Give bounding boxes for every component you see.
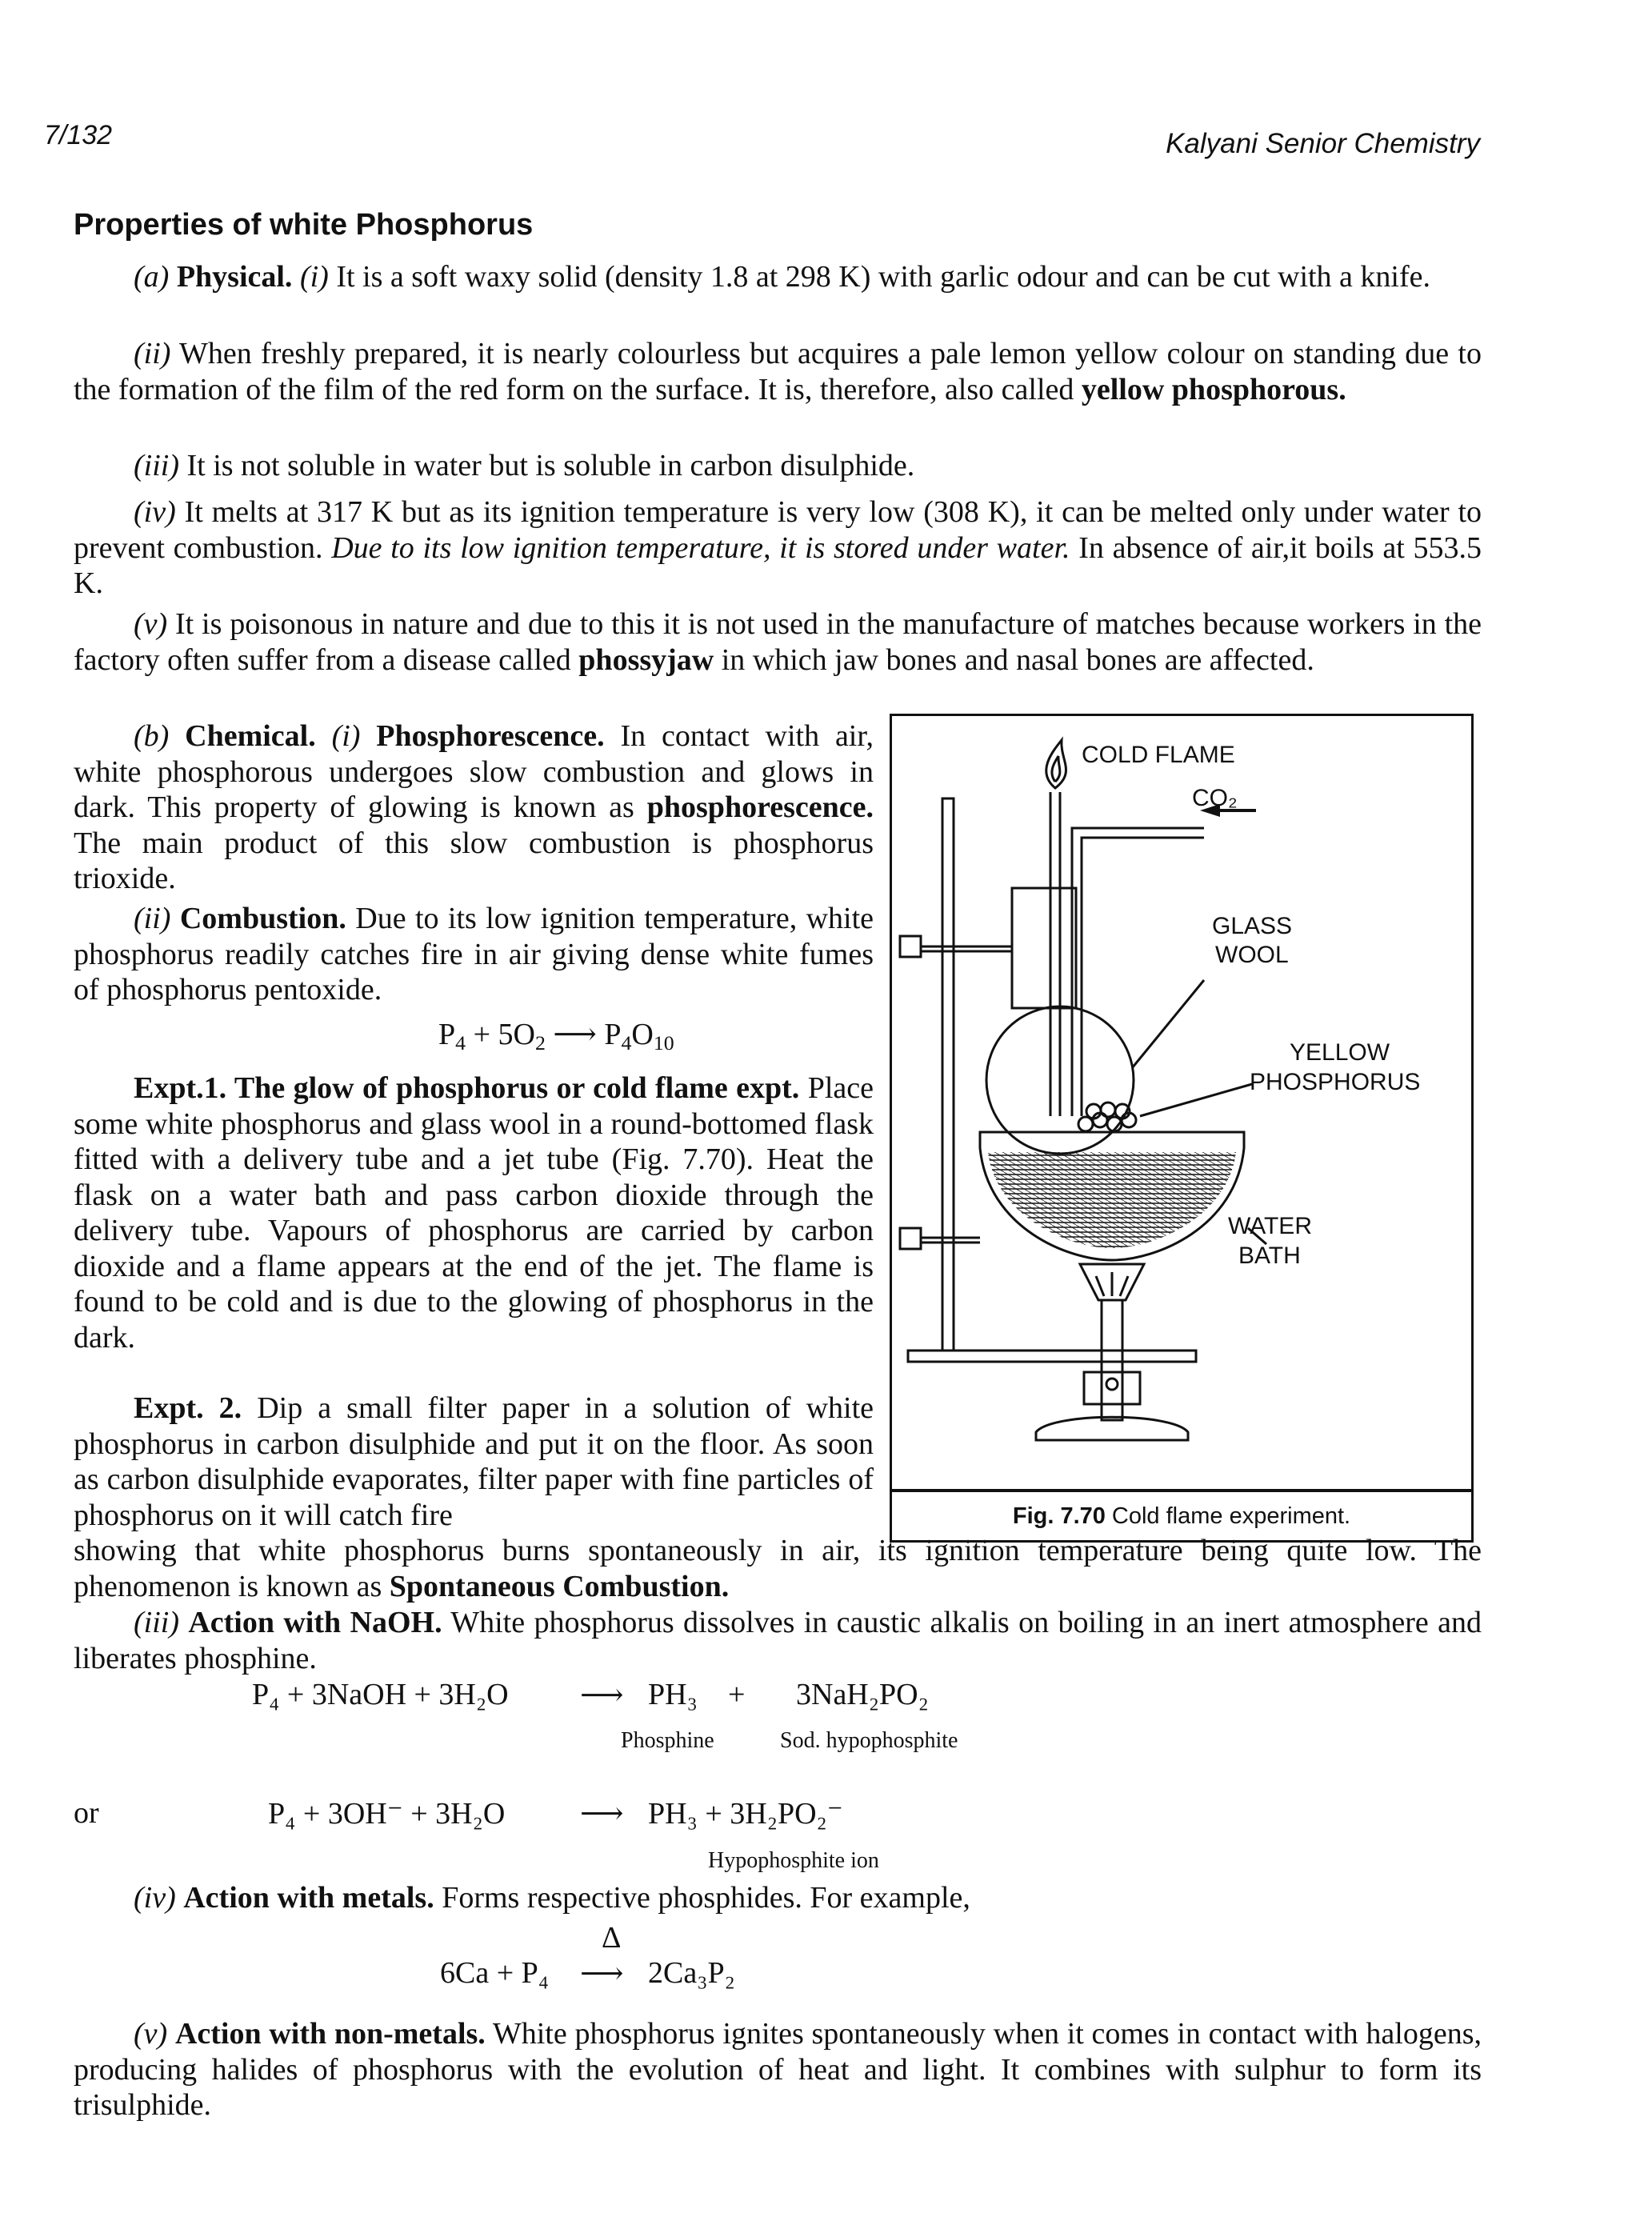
stand-rod bbox=[942, 798, 954, 1351]
burner-valve bbox=[1084, 1372, 1140, 1404]
equation-ionic-arrow: ⟶ bbox=[580, 1797, 624, 1831]
equation-naoh-lhs: P₄ + 3NaOH + 3H₂O bbox=[252, 1678, 509, 1711]
physical-paragraph-1: (a) Physical. (i) It is a soft waxy solid (density 1.8 at 298 K) with garlic odour and can be cut with a knife. bbox=[134, 260, 1430, 294]
experiment-2-paragraph: Expt. 2. Dip a small filter paper in a solution of white phosphorus in carbon disulphide and put it on the floor. As soon as carbon disulphide evaporates, filter paper with fine particles of phosphorus on it will catch fire bbox=[74, 1391, 874, 1532]
cold-flame-apparatus-diagram bbox=[892, 716, 1471, 1489]
physical-paragraph-5: (v) It is poisonous in nature and due to this it is not used in the manufacture of matches because workers in the factory often suffer from a disease called phossyjaw in which jaw bones and nasal bones are affected. bbox=[74, 607, 1482, 677]
delta-symbol: Δ bbox=[602, 1921, 622, 1955]
label-wool: WOOL bbox=[1215, 942, 1289, 968]
figure-caption-number: Fig. 7.70 bbox=[1012, 1503, 1106, 1529]
section-title: Properties of white Phosphorus bbox=[74, 208, 534, 242]
equation-ionic-lhs: P₄ + 3OH⁻ + 3H₂O bbox=[268, 1797, 506, 1831]
experiment-1-paragraph: Expt.1. The glow of phosphorus or cold flame expt. Place some white phosphorus and glass wool in a round-bottomed flask fitted with a delivery tube and a jet tube (Fig. 7.70). Heat the flask on a water bath and pass carbon dioxide through the delivery tube. Vapours of phosphorus are carried by carbon dioxide and a flame appears at the end of the jet. The flame is found to be cold and is due to the glowing of phosphorus in the dark. bbox=[74, 1071, 874, 1355]
physical-paragraph-3: (iii) It is not soluble in water but is soluble in carbon disulphide. bbox=[134, 449, 915, 482]
label-glass: GLASS bbox=[1212, 913, 1293, 939]
equation-metal-lhs: 6Ca + P₄ bbox=[440, 1956, 550, 1990]
figure-caption bbox=[890, 1490, 1474, 1543]
chemical-paragraph-2: (ii) Combustion. Due to its low ignition temperature, white phosphorus readily catches fire in air giving dense white fumes of phosphorus pentoxide. bbox=[74, 902, 874, 1006]
naoh-paragraph: (iii) Action with NaOH. White phosphorus dissolves in caustic alkalis on boiling in an inert atmosphere and liberates phosphine. bbox=[74, 1606, 1482, 1675]
label-hypophosphite-ion: Hypophosphite ion bbox=[708, 1848, 879, 1873]
equation-combustion: $P_4 + 5O_2$ ⟶ $P_4O_{10}$ bbox=[438, 1018, 674, 1055]
label-yellow: YELLOW bbox=[1290, 1039, 1390, 1066]
label-water: WATER bbox=[1228, 1213, 1312, 1239]
lower-clamp bbox=[900, 1228, 921, 1249]
stand-base bbox=[908, 1351, 1196, 1362]
equation-naoh-product-2: 3NaH₂PO₂ bbox=[796, 1678, 929, 1711]
label-sodium-hypophosphite: Sod. hypophosphite bbox=[780, 1728, 958, 1753]
flask-neck bbox=[1012, 888, 1076, 1008]
label-bath: BATH bbox=[1238, 1243, 1301, 1269]
equation-metal-rhs: 2Ca₃P₂ bbox=[648, 1956, 735, 1990]
upper-clamp bbox=[900, 936, 921, 957]
chemical-paragraph-1: (b) Chemical. (i) Phosphorescence. In contact with air, white phosphorous undergoes slow combustion and glows in dark. This property of glowing is known as phosphorescence. The main product of this slow combustion is phosphorus trioxide. bbox=[74, 719, 874, 895]
label-phosphorus: PHOSPHORUS bbox=[1250, 1069, 1421, 1095]
equation-metal-arrow: ⟶ bbox=[580, 1957, 624, 1991]
equation-naoh-arrow: ⟶ bbox=[580, 1679, 624, 1712]
metals-paragraph: (iv) Action with metals. Forms respective phosphides. For example, bbox=[134, 1881, 970, 1915]
burner-tube bbox=[1102, 1300, 1122, 1420]
physical-paragraph-4: (iv) It melts at 317 K but as its ignition temperature is very low (308 K), it can be melted only under water to prevent combustion. Due to its low ignition temperature, it is stored under water. In absence of air,it boils at 553.5 K. bbox=[74, 495, 1482, 600]
equation-naoh-plus: + bbox=[728, 1678, 746, 1711]
delivery-tube bbox=[1072, 828, 1204, 1116]
figure-caption-text: Cold flame experiment. bbox=[1111, 1503, 1351, 1529]
or-text: or bbox=[74, 1796, 99, 1830]
physical-paragraph-2: (ii) When freshly prepared, it is nearly colourless but acquires a pale lemon yellow colour on standing due to the formation of the film of the red form on the surface. It is, therefore, also called yellow phosphorous. bbox=[74, 337, 1482, 406]
experiment-2-continuation: showing that white phosphorus burns spontaneously in air, its ignition temperature being quite low. The phenomenon is known as Spontaneous Combustion. bbox=[74, 1534, 1482, 1603]
equation-ionic-rhs: PH₃ + 3H₂PO₂⁻ bbox=[648, 1797, 843, 1831]
equation-naoh-product-1: PH₃ bbox=[648, 1678, 698, 1711]
label-cold-flame: COLD FLAME bbox=[1082, 742, 1235, 768]
figure-cold-flame bbox=[890, 714, 1474, 1491]
non-metals-paragraph: (v) Action with non-metals. White phosphorus ignites spontaneously when it comes in contact with halogens, producing halides of phosphorus with the evolution of heat and light. It combines with sulphur to form its trisulphide. bbox=[74, 2017, 1482, 2122]
page-number: 7/132 bbox=[44, 120, 113, 150]
label-co2: CO₂ bbox=[1192, 785, 1238, 811]
label-phosphine: Phosphine bbox=[621, 1728, 714, 1753]
book-title: Kalyani Senior Chemistry bbox=[1166, 128, 1480, 159]
